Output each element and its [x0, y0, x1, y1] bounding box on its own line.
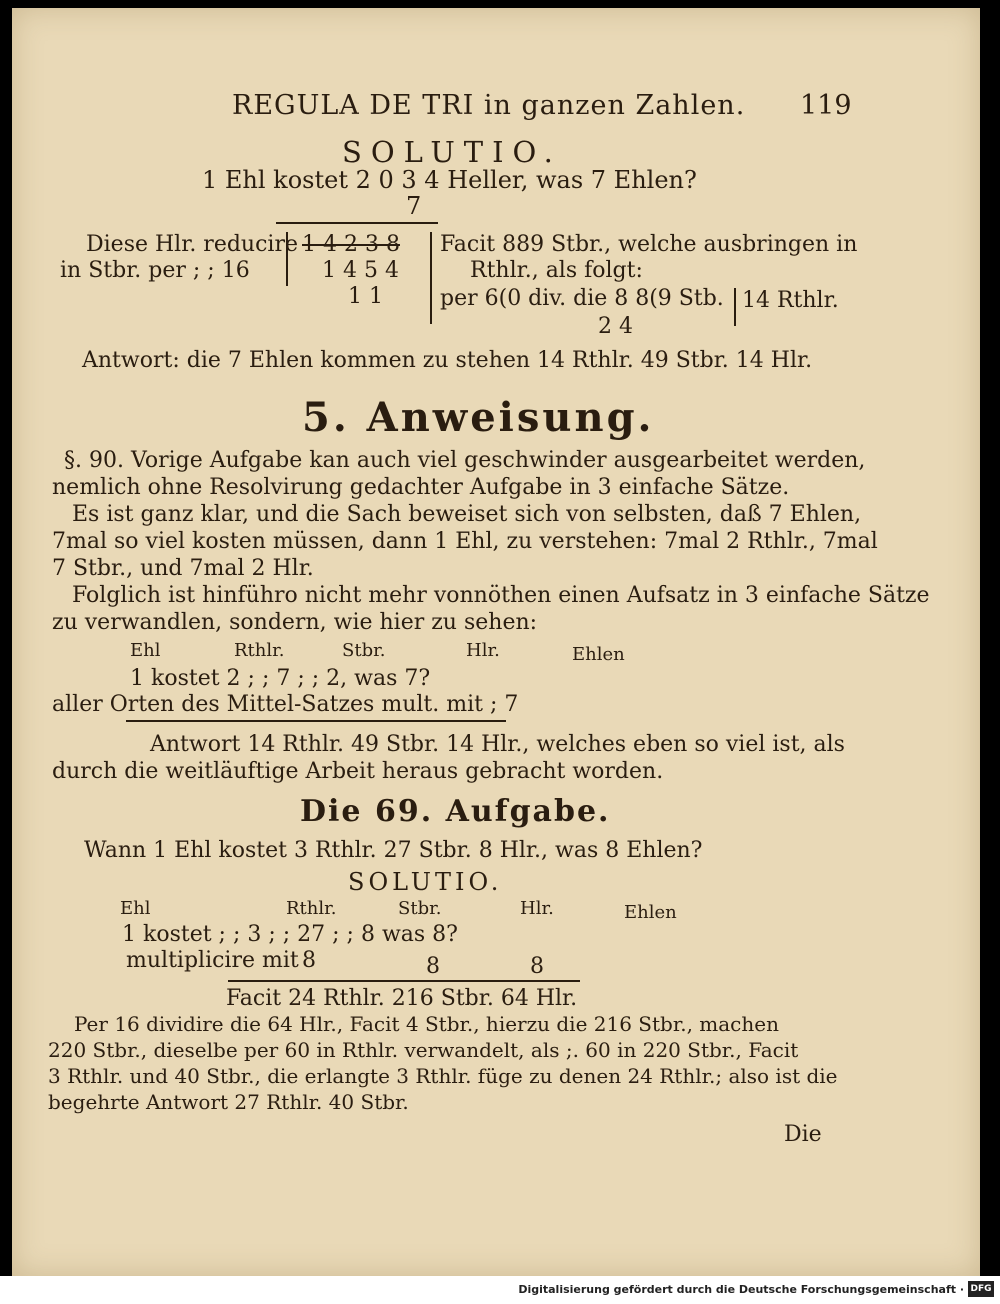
footer-credit: Digitalisierung gefördert durch die Deutsche Forschungsgemeinschaft · — [518, 1283, 964, 1296]
solutio-question: 1 Ehl kostet 2 0 3 4 Heller, was 7 Ehlen? — [202, 166, 697, 194]
reduce-label-2: in Stbr. per ; ; 16 — [60, 258, 250, 283]
calc-line-1: 1 4 2 3 8 — [302, 232, 400, 257]
para-90-line-1: §. 90. Vorige Aufgabe kan auch viel geschwinder ausgearbeitet werden, — [64, 448, 866, 473]
section-5-heading: 5. Anweisung. — [302, 394, 655, 441]
table-header-ehlen: Ehlen — [572, 644, 625, 665]
a69-rule — [228, 980, 580, 982]
reduce-label-1: Diese Hlr. reducire — [86, 232, 298, 257]
a69-header-ehlen: Ehlen — [624, 902, 677, 923]
table-header-ehl: Ehl — [130, 640, 161, 661]
a69-para-line-3: 3 Rthlr. und 40 Stbr., die erlangte 3 Rthlr. füge zu denen 24 Rthlr.; also ist die — [48, 1064, 838, 1088]
table-header-hlr: Hlr. — [466, 640, 500, 661]
table-rule — [126, 720, 506, 722]
para-90-line-2: nemlich ohne Resolvirung gedachter Aufgabe in 3 einfache Sätze. — [52, 475, 790, 500]
footer-bar — [0, 1276, 1000, 1304]
para-2-line-3: 7 Stbr., und 7mal 2 Hlr. — [52, 556, 314, 581]
page-number: 119 — [800, 90, 852, 121]
para-3-line-1: Folglich ist hinführo nicht mehr vonnöthen einen Aufsatz in 3 einfache Sätze — [72, 583, 930, 608]
calc-right-bar — [430, 232, 432, 324]
facit-line-3: per 6(0 div. die 8 8(9 Stb. — [440, 286, 724, 311]
a69-header-ehl: Ehl — [120, 898, 151, 919]
running-title: REGULA DE TRI in ganzen Zahlen. — [232, 90, 746, 121]
para-2-line-2: 7mal so viel kosten müssen, dann 1 Ehl, zu verstehen: 7mal 2 Rthlr., 7mal — [52, 529, 878, 554]
para-3-line-2: zu verwandlen, sondern, wie hier zu sehen: — [52, 610, 538, 635]
solutio-heading: SOLUTIO. — [342, 135, 562, 169]
a69-header-stbr: Stbr. — [398, 898, 442, 919]
aufgabe-69-heading: Die 69. Aufgabe. — [300, 794, 611, 829]
facit-result: 14 Rthlr. — [742, 288, 839, 313]
calc-left-bar — [286, 232, 288, 286]
aufgabe-69-solutio: SOLUTIO. — [348, 868, 503, 896]
table-header-rthlr: Rthlr. — [234, 640, 285, 661]
solutio-rule — [276, 222, 438, 224]
facit-result-bar — [734, 288, 736, 326]
facit-line-2: Rthlr., als folgt: — [470, 258, 643, 283]
catchword: Die — [784, 1122, 822, 1147]
a69-para-line-2: 220 Stbr., dieselbe per 60 in Rthlr. verwandelt, als ;. 60 in 220 Stbr., Facit — [48, 1038, 799, 1062]
book-page — [12, 8, 980, 1276]
table-header-stbr: Stbr. — [342, 640, 386, 661]
facit-sub: 2 4 — [598, 314, 633, 339]
a69-header-hlr: Hlr. — [520, 898, 554, 919]
table-multiply: aller Orten des Mittel-Satzes mult. mit ; 7 — [52, 692, 519, 717]
section-5-answer-1: Antwort 14 Rthlr. 49 Stbr. 14 Hlr., welches eben so viel ist, als — [150, 732, 845, 757]
a69-para-line-4: begehrte Antwort 27 Rthlr. 40 Stbr. — [48, 1090, 409, 1114]
a69-para-line-1: Per 16 dividire die 64 Hlr., Facit 4 Stbr., hierzu die 216 Stbr., machen — [74, 1012, 779, 1036]
calc-line-2: 1 4 5 4 — [322, 258, 399, 283]
aufgabe-69-question: Wann 1 Ehl kostet 3 Rthlr. 27 Stbr. 8 Hlr., was 8 Ehlen? — [84, 838, 703, 863]
a69-row-2-rthlr: 8 — [302, 948, 316, 973]
table-row: 1 kostet 2 ; ; 7 ; ; 2, was 7? — [130, 666, 431, 691]
para-2-line-1: Es ist ganz klar, und die Sach beweiset sich von selbsten, daß 7 Ehlen, — [72, 502, 862, 527]
a69-header-rthlr: Rthlr. — [286, 898, 337, 919]
dfg-logo-icon: DFG — [968, 1281, 994, 1297]
a69-row-2-stbr: 8 — [426, 954, 440, 979]
a69-row-2-label: multiplicire mit — [126, 948, 299, 973]
solutio-answer: Antwort: die 7 Ehlen kommen zu stehen 14 Rthlr. 49 Stbr. 14 Hlr. — [82, 348, 813, 373]
section-5-answer-2: durch die weitläuftige Arbeit heraus gebracht worden. — [52, 759, 664, 784]
a69-facit: Facit 24 Rthlr. 216 Stbr. 64 Hlr. — [226, 986, 578, 1011]
calc-line-3: 1 1 — [348, 284, 383, 309]
solutio-multiplier: 7 — [406, 192, 422, 220]
a69-row-2-hlr: 8 — [530, 954, 544, 979]
a69-row-1: 1 kostet ; ; 3 ; ; 27 ; ; 8 was 8? — [122, 922, 458, 947]
facit-line-1: Facit 889 Stbr., welche ausbringen in — [440, 232, 858, 257]
